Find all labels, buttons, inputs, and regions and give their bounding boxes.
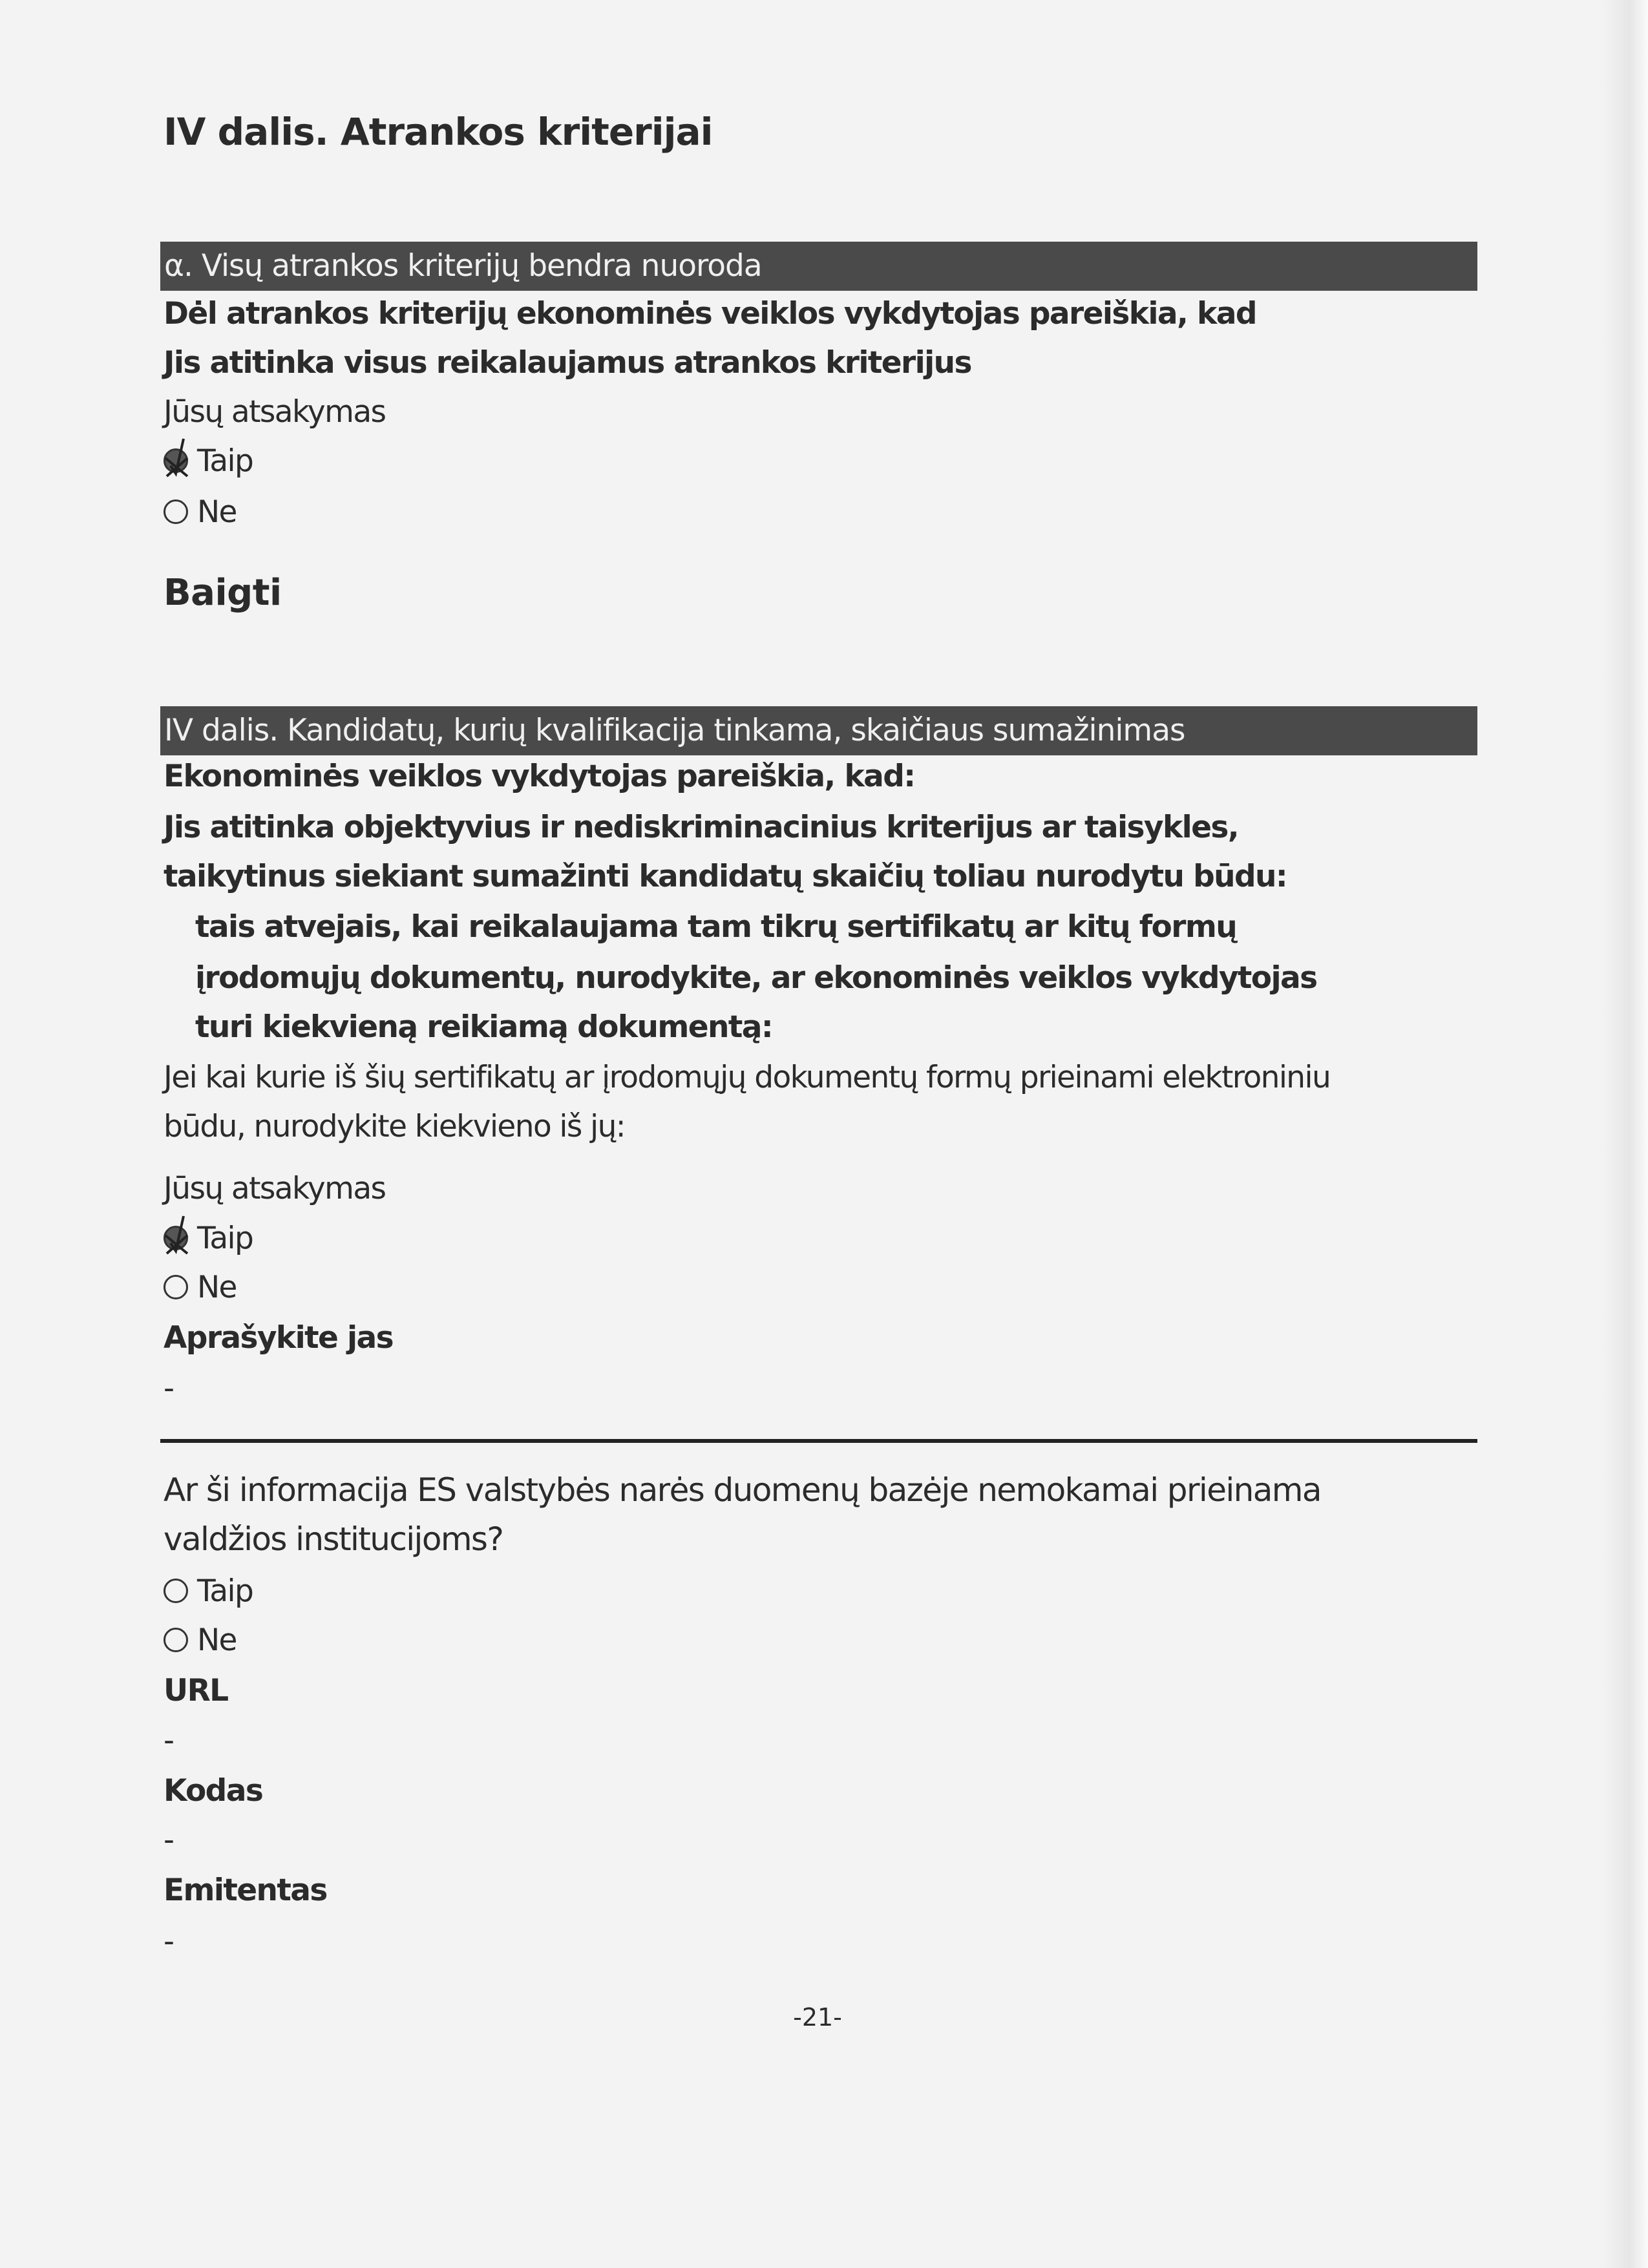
- block-a-statement: Dėl atrankos kriterijų ekonominės veiklos vykdytojas pareiškia, kad: [164, 296, 1256, 331]
- finish-heading: Baigti: [164, 572, 282, 614]
- page-number: -21-: [793, 2003, 842, 2032]
- code-value: -: [164, 1822, 174, 1858]
- block-b-indented: turi kiekvieną reikiamą dokumentą:: [195, 1009, 773, 1045]
- describe-value: -: [164, 1370, 174, 1406]
- radio-unchecked-icon[interactable]: [164, 499, 188, 524]
- option-label: Ne: [197, 494, 237, 530]
- block-b-note: Jei kai kurie iš šių sertifikatų ar įrodomųjų dokumentų formų prieinami elektroniniu: [164, 1060, 1331, 1095]
- answer-label: Jūsų atsakymas: [164, 394, 386, 430]
- describe-label: Aprašykite jas: [164, 1320, 394, 1356]
- database-question: Ar ši informacija ES valstybės narės duomenų bazėje nemokamai prieinama: [164, 1471, 1321, 1509]
- block-b-indented: įrodomųjų dokumentų, nurodykite, ar ekonominės veiklos vykdytojas: [195, 960, 1317, 996]
- radio-option-ne[interactable]: [164, 488, 237, 537]
- radio-option-taip[interactable]: [164, 437, 253, 486]
- option-label: Ne: [197, 1622, 237, 1658]
- radio-option-ne[interactable]: [164, 1616, 237, 1665]
- radio-unchecked-icon[interactable]: [164, 1628, 188, 1652]
- answer-label: Jūsų atsakymas: [164, 1171, 386, 1206]
- option-label: Taip: [197, 1221, 253, 1256]
- radio-unchecked-icon[interactable]: [164, 1275, 188, 1299]
- block-b-statement: Ekonominės veiklos vykdytojas pareiškia, kad:: [164, 759, 915, 794]
- radio-option-ne[interactable]: [164, 1263, 237, 1312]
- url-value: -: [164, 1723, 174, 1758]
- option-label: Ne: [197, 1270, 237, 1305]
- handwritten-check-icon: [162, 1211, 195, 1256]
- block-b-indented: tais atvejais, kai reikalaujama tam tikrų sertifikatų ar kitų formų: [195, 909, 1237, 945]
- block-a-statement: Jis atitinka visus reikalaujamus atrankos kriterijus: [164, 345, 971, 381]
- block-b-note: būdu, nurodykite kiekvieno iš jų:: [164, 1109, 626, 1144]
- divider: [160, 1439, 1477, 1443]
- scan-edge: [1603, 0, 1648, 2268]
- handwritten-check-icon: [162, 434, 195, 479]
- block-a-header: α. Visų atrankos kriterijų bendra nuoroda: [160, 242, 1477, 291]
- radio-checked-icon[interactable]: [164, 1226, 188, 1250]
- option-label: Taip: [197, 443, 253, 479]
- radio-unchecked-icon[interactable]: [164, 1579, 188, 1603]
- block-b-header: IV dalis. Kandidatų, kurių kvalifikacija tinkama, skaičiaus sumažinimas: [160, 706, 1477, 755]
- issuer-value: -: [164, 1924, 174, 1959]
- issuer-label: Emitentas: [164, 1873, 327, 1908]
- block-b-statement: taikytinus siekiant sumažinti kandidatų skaičių toliau nurodytu būdu:: [164, 859, 1287, 894]
- database-question: valdžios institucijoms?: [164, 1520, 503, 1558]
- block-b-statement: Jis atitinka objektyvius ir nediskriminacinius kriterijus ar taisykles,: [164, 810, 1239, 845]
- url-label: URL: [164, 1673, 228, 1708]
- radio-option-taip[interactable]: [164, 1214, 253, 1263]
- code-label: Kodas: [164, 1773, 263, 1809]
- radio-checked-icon[interactable]: [164, 448, 188, 473]
- option-label: Taip: [197, 1573, 253, 1609]
- radio-option-taip[interactable]: [164, 1567, 253, 1616]
- section-title: IV dalis. Atrankos kriterijai: [164, 110, 713, 154]
